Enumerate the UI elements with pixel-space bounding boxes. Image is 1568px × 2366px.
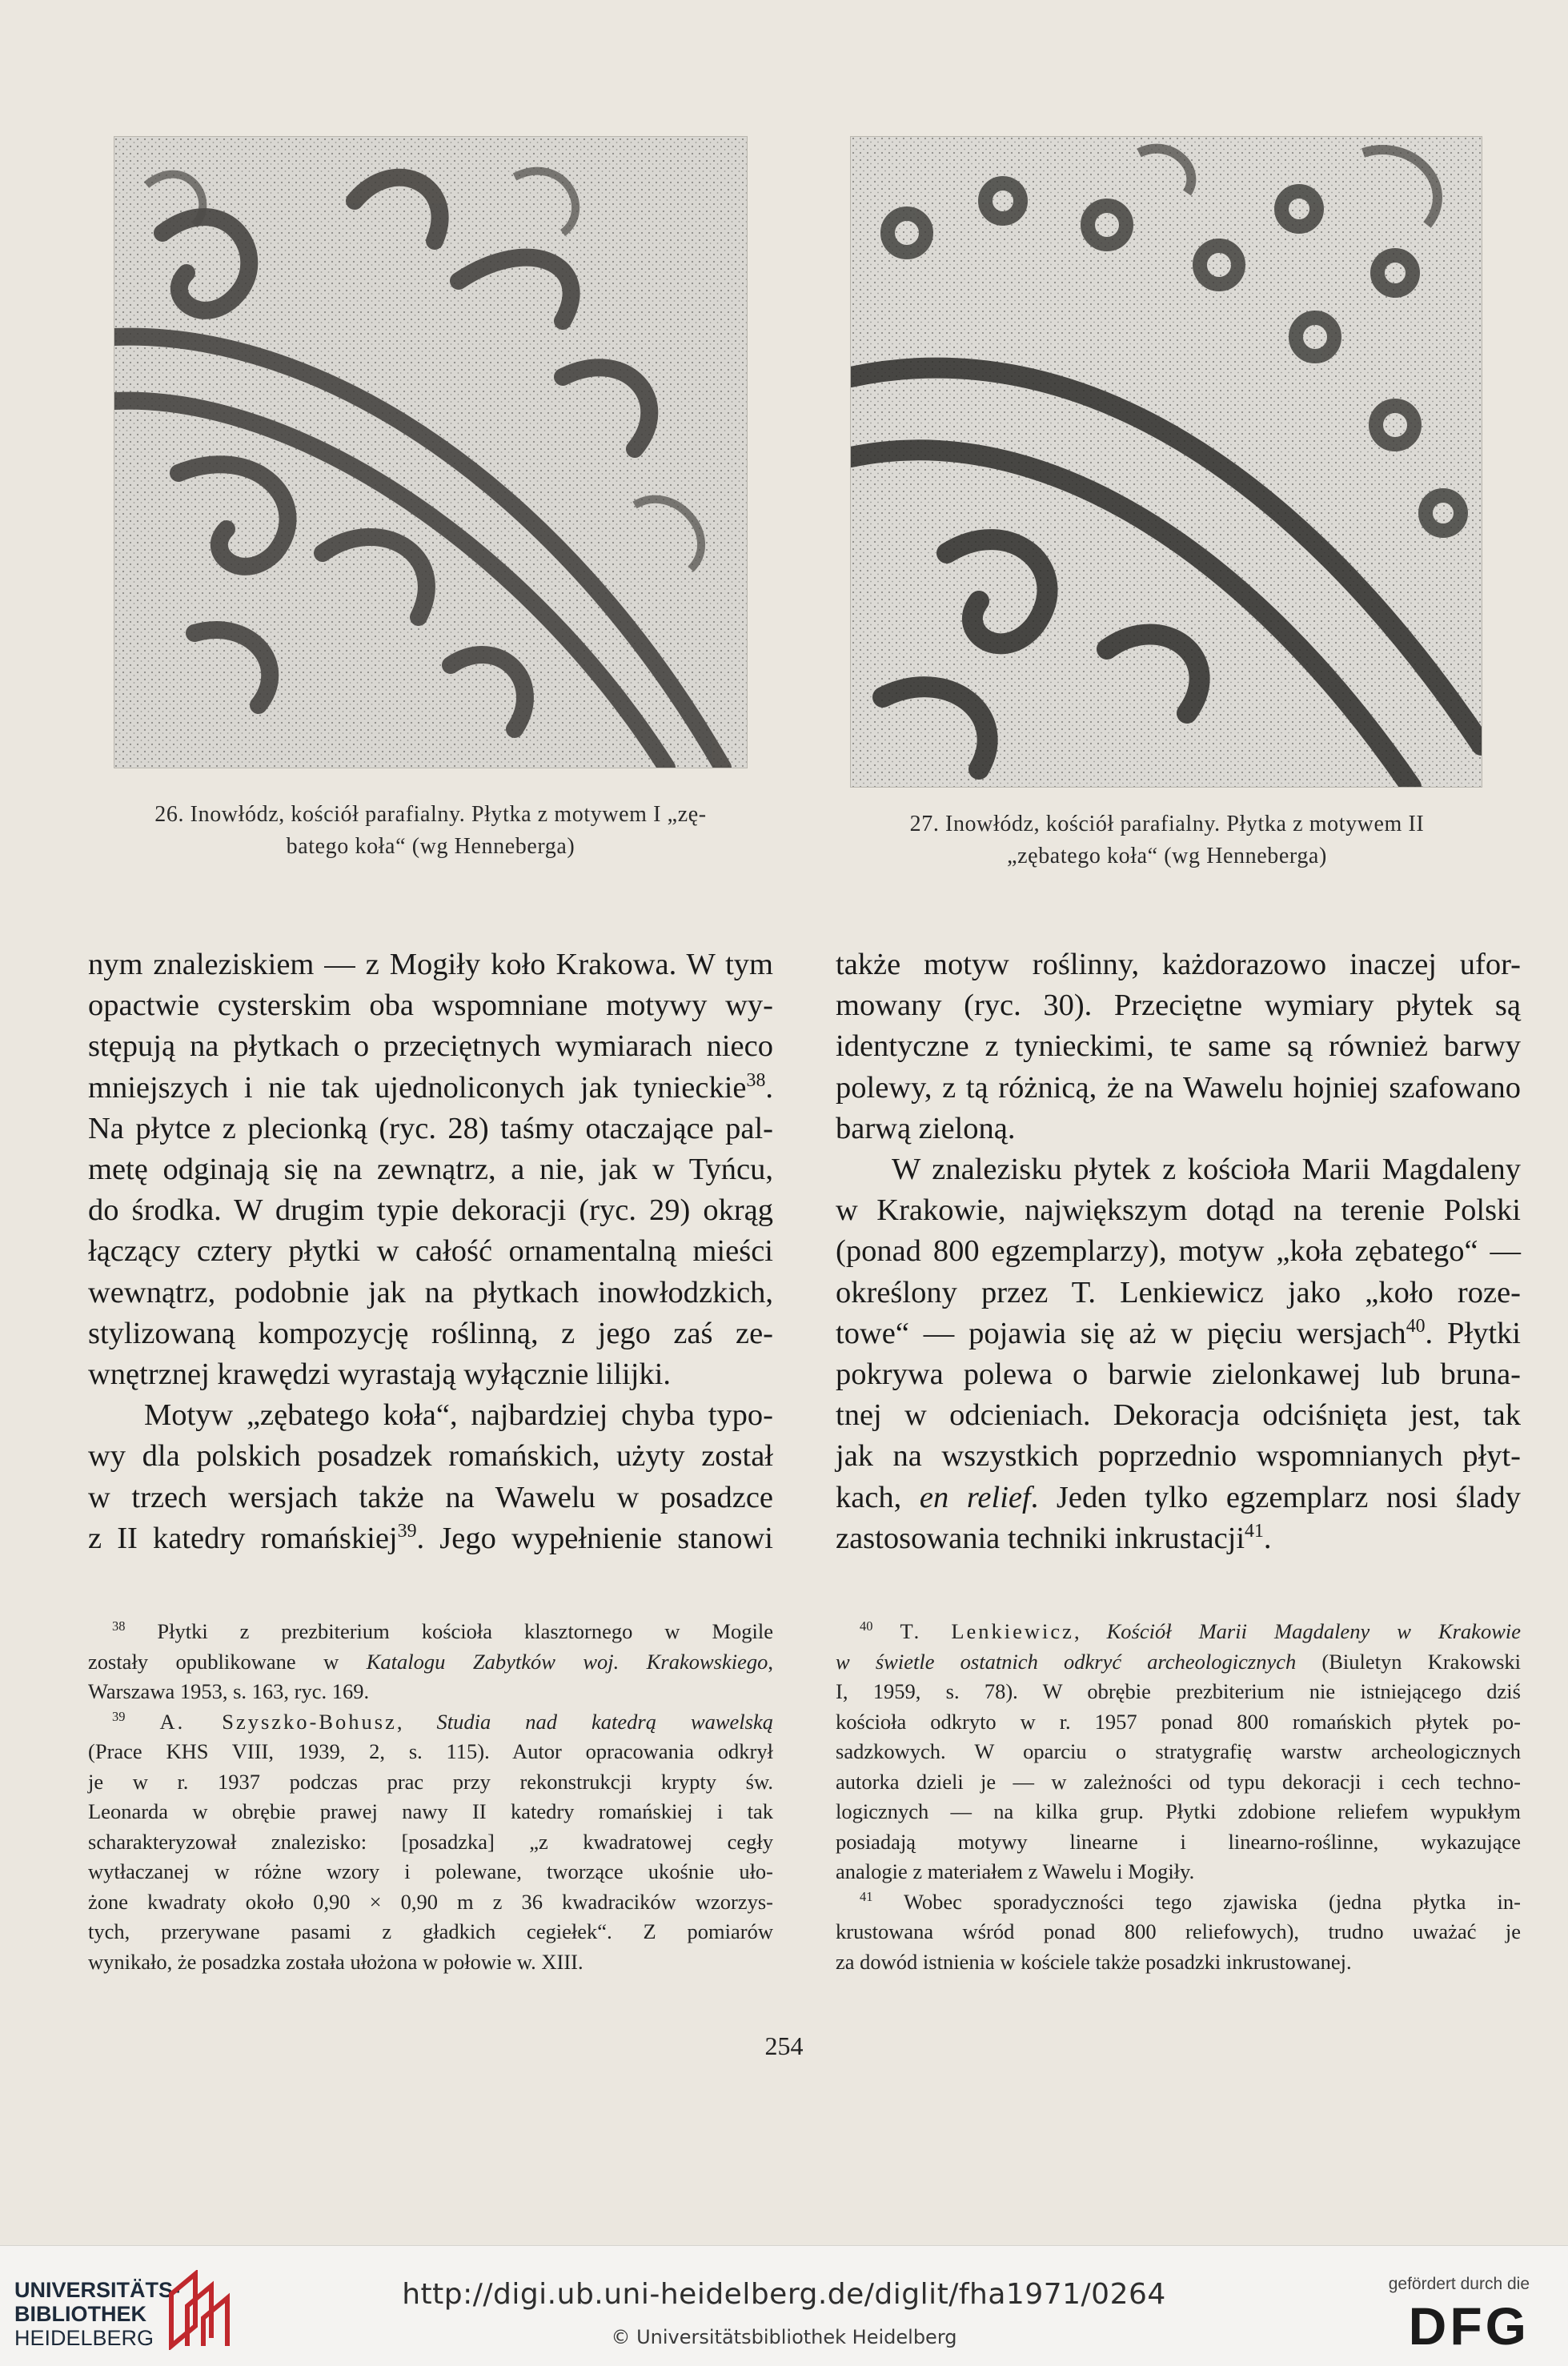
text-fragment: I, 1959, s. 78). W obrębie prezbiterium nie istniejącego dziś [836,1679,1521,1703]
text-line [836,1313,1521,1354]
text-line [836,1273,1521,1313]
copyright-notice: © Universitätsbibliothek Heidelberg [611,2326,957,2348]
text-fragment: w trzech wersjach także na Wawelu w posadzce [88,1480,773,1514]
footnotes-left-column [88,1617,773,1977]
caption-line: 27. Inowłódz, kościół parafialny. Płytka z motywem II [909,812,1425,836]
text-fragment: także motyw roślinny, każdorazowo inaczej ufor- [836,948,1521,981]
italic-text: en relief [919,1480,1031,1514]
text-fragment: polewy, z tą różnicą, że na Wawelu hojniej szafowano [836,1070,1521,1105]
author-name: A. Szyszko-Bohusz [159,1709,397,1734]
figure-27-image [850,136,1482,788]
text-line [88,1313,773,1354]
footnote-number: 38 [112,1618,126,1634]
text-line [836,1026,1521,1067]
text-fragment: do środka. W drugim typie dekoracji (ryc. 29) okrąg [88,1193,773,1228]
footnote-line [88,1797,773,1827]
text-fragment: łączący cztery płytki w całość ornamentalną mieści [88,1234,773,1269]
text-fragment: zastosowania techniki inkrustacji [836,1521,1245,1555]
text-line [88,1478,773,1518]
footnotes-right-column [836,1617,1521,1977]
text-line [836,1518,1521,1559]
text-line [88,1190,773,1231]
text-line [836,1354,1521,1395]
text-line [836,1436,1521,1477]
footnote-line [88,1887,773,1918]
document-url-link[interactable]: http://digi.ub.uni-heidelberg.de/diglit/fha1971/0264 [402,2278,1166,2311]
footnote-line [836,1767,1521,1798]
footnote-line [836,1797,1521,1827]
footnote-number: 40 [860,1618,873,1634]
text-line [836,1068,1521,1109]
italic-title: w świetle ostatnich odkryć archeologicznych [836,1649,1297,1674]
text-line [88,1109,773,1149]
text-fragment: je w r. 1937 podczas prac przy rekonstrukcji krypty św. [88,1769,773,1794]
text-fragment: wewnątrz, podobnie jak na płytkach inowłodzkich, [88,1275,773,1309]
text-fragment: Warszawa 1953, s. 163, ryc. 169. [88,1679,370,1703]
caption-line: 26. Inowłódz, kościół parafialny. Płytka z motywem I „zę- [154,802,707,827]
text-fragment: nym znaleziskiem — z Mogiły koło Krakowa. W tym [88,948,773,981]
text-fragment: identyczne z tynieckimi, te same są również barwy [836,1029,1521,1064]
footnote-line [88,1647,773,1678]
text-line [836,1149,1521,1190]
text-fragment: kach, [836,1480,920,1514]
footnote-line [836,1737,1521,1767]
text-fragment: Płytki z prezbiterium kościoła klasztornego w Mogile [125,1619,773,1643]
text-fragment: (Biuletyn Krakowski [1296,1649,1522,1674]
text-fragment: zostały opublikowane w [88,1649,367,1674]
italic-title: Kościół Marii Magdaleny w Krakowie [1106,1619,1521,1643]
author-name: T. Lenkiewicz [900,1619,1074,1643]
caption-line: batego koła“ (wg Henneberga) [286,834,575,859]
text-fragment: pokrywa polewa o barwie zielonkawej lub bruna- [836,1357,1521,1392]
body-text-left-column [88,944,773,1559]
text-fragment: Motyw „zębatego koła“, najbardziej chyba typo- [144,1398,773,1433]
body-text-right-column [836,944,1521,1559]
figure-26-caption [88,799,773,863]
tile-relief-image [114,137,747,768]
text-fragment: , [1073,1619,1107,1643]
text-fragment: . [765,1070,773,1105]
text-line [88,1354,773,1395]
dfg-logo: DFG [1408,2296,1530,2356]
text-fragment: . Płytki [1425,1316,1521,1350]
text-fragment: z II katedry romańskiej [88,1521,398,1555]
funded-by-label: gefördert durch die [1388,2275,1530,2293]
footnote-line [836,1647,1521,1678]
text-line [88,1149,773,1190]
text-fragment: za dowód istnienia w kościele także posadzki inkrustowanej. [836,1949,1352,1974]
text-fragment: (ponad 800 egzemplarzy), motyw „koła zębatego“ — [836,1234,1521,1269]
footnote-line [88,1617,773,1647]
italic-title: Katalogu Zabytków woj. Krakowskiego [366,1649,768,1674]
text-fragment: kościoła odkryto w r. 1957 ponad 800 romańskich płytek po- [836,1709,1521,1734]
text-line [836,985,1521,1026]
footnote-line [88,1947,773,1978]
footnote-ref: 40 [1406,1316,1426,1337]
library-name-line: BIBLIOTHEK [14,2302,146,2326]
text-line [88,1395,773,1436]
text-fragment: autorka dzieli je — w zależności od typu dekoracji i cech techno- [836,1769,1521,1794]
text-line [836,1231,1521,1272]
footnote-line [836,1887,1521,1918]
footnote-line [836,1917,1521,1947]
text-fragment: Leonarda w obrębie prawej nawy II katedry romańskiej i tak [88,1799,773,1823]
text-fragment: tych, przerywane pasami z gładkich cegiełek“. Z pomiarów [88,1919,773,1943]
text-line [88,1231,773,1272]
footnote-line [836,1677,1521,1707]
text-fragment: Na płytce z plecionką (ryc. 28) taśmy otaczające pal- [88,1111,773,1145]
text-fragment: wy dla polskich posadzek romańskich, użyty został [88,1439,773,1474]
footnote-number: 39 [112,1708,126,1724]
text-line [88,1518,773,1559]
text-fragment: mniejszych i nie tak ujednoliconych jak tynieckie [88,1070,747,1105]
library-name-line: HEIDELBERG [14,2326,154,2350]
text-fragment: w Krakowie, największym dotąd na terenie Polski [836,1193,1521,1228]
text-fragment: mowany (ryc. 30). Przeciętne wymiary płytek są [836,989,1521,1023]
text-fragment: (Prace KHS VIII, 1939, 2, s. 115). Autor opracowania odkrył [88,1739,773,1763]
text-fragment: krustowana wśród ponad 800 reliefowych), trudno uważać je [836,1919,1521,1943]
footnote-ref: 38 [746,1069,766,1091]
text-fragment: barwą zieloną. [836,1111,1016,1145]
footnote-line [88,1737,773,1767]
text-fragment: żone kwadraty około 0,90 × 0,90 m z 36 kwadracików wzorzys- [88,1889,773,1914]
text-fragment: określony przez T. Lenkiewicz jako „koło roze- [836,1275,1521,1309]
text-fragment: towe“ — pojawia się aż w pięciu wersjach [836,1316,1406,1350]
text-line [836,944,1521,985]
footnote-ref: 41 [1245,1521,1264,1542]
figure-26-image [114,136,748,768]
text-fragment: stępują na płytkach o przeciętnych wymiarach nieco [88,1029,773,1064]
text-fragment [872,1619,900,1643]
text-fragment: , [768,1649,773,1674]
text-fragment: metę odginają się na zewnątrz, a nie, jak w Tyńcu, [88,1153,773,1187]
text-line [88,1436,773,1477]
figure-27-caption [824,808,1510,872]
text-fragment: stylizowaną kompozycję roślinną, z jego zaś ze- [88,1316,773,1350]
text-fragment: scharakteryzował znalezisko: [posadzka] „z kwadratowej cegły [88,1829,773,1854]
tile-relief-image [851,137,1482,787]
text-line [88,1273,773,1313]
text-fragment: wnętrznej krawędzi wyrastają wyłącznie lilijki. [88,1357,671,1392]
text-fragment: . [1263,1521,1272,1555]
text-line [88,944,773,985]
footnote-line [88,1677,773,1707]
text-fragment: analogie z materiałem z Wawelu i Mogiły. [836,1859,1195,1883]
text-fragment: logicznych — na kilka grup. Płytki zdobione reliefem wypukłym [836,1799,1521,1823]
text-line [88,1068,773,1109]
text-fragment: W znalezisku płytek z kościoła Marii Magdaleny [892,1153,1521,1187]
text-fragment: Wobec sporadyczności tego zjawiska (jedna płytka in- [872,1889,1521,1914]
text-fragment: tnej w odcieniach. Dekoracja odciśnięta jest, tak [836,1398,1521,1433]
text-fragment: , [396,1709,437,1734]
library-name-line: UNIVERSITÄTS- [14,2278,181,2302]
text-fragment: . Jego wypełnienie stanowi [416,1521,774,1555]
italic-title: Studia nad katedrą wawelską [436,1709,773,1734]
footnote-line [836,1707,1521,1738]
text-line [836,1190,1521,1231]
text-fragment: opactwie cysterskim oba wspomniane motywy wy- [88,989,773,1023]
footnote-line [88,1707,773,1738]
library-footer [0,2245,1568,2366]
text-fragment: wytłaczanej w różne wzory i polewane, tworzące ukośnie uło- [88,1859,773,1883]
footnote-line [836,1857,1521,1887]
footnote-line [88,1917,773,1947]
footnote-line [88,1827,773,1858]
text-line [836,1478,1521,1518]
text-line [836,1109,1521,1149]
text-fragment: posiadają motywy linearne i linearno-roślinne, wykazujące [836,1829,1521,1854]
footnote-line [836,1827,1521,1858]
text-line [836,1395,1521,1436]
footnote-number: 41 [860,1888,873,1904]
text-fragment: jak na wszystkich poprzednio wspomnianych płyt- [836,1439,1521,1474]
text-line [88,985,773,1026]
text-fragment: sadzkowych. W oparciu o stratygrafię warstw archeologicznych [836,1739,1521,1763]
text-line [88,1026,773,1067]
footnote-line [88,1767,773,1798]
footnote-line [836,1947,1521,1978]
caption-line: „zębatego koła“ (wg Henneberga) [1007,844,1327,868]
footnote-line [88,1857,773,1887]
footnote-ref: 39 [397,1521,417,1542]
page-number: 254 [764,2031,804,2060]
text-fragment: . Jeden tylko egzemplarz nosi ślady [1030,1480,1521,1514]
text-fragment: wynikało, że posadzka została ułożona w połowie w. XIII. [88,1949,583,1974]
footnote-line [836,1617,1521,1647]
text-fragment [125,1710,159,1734]
